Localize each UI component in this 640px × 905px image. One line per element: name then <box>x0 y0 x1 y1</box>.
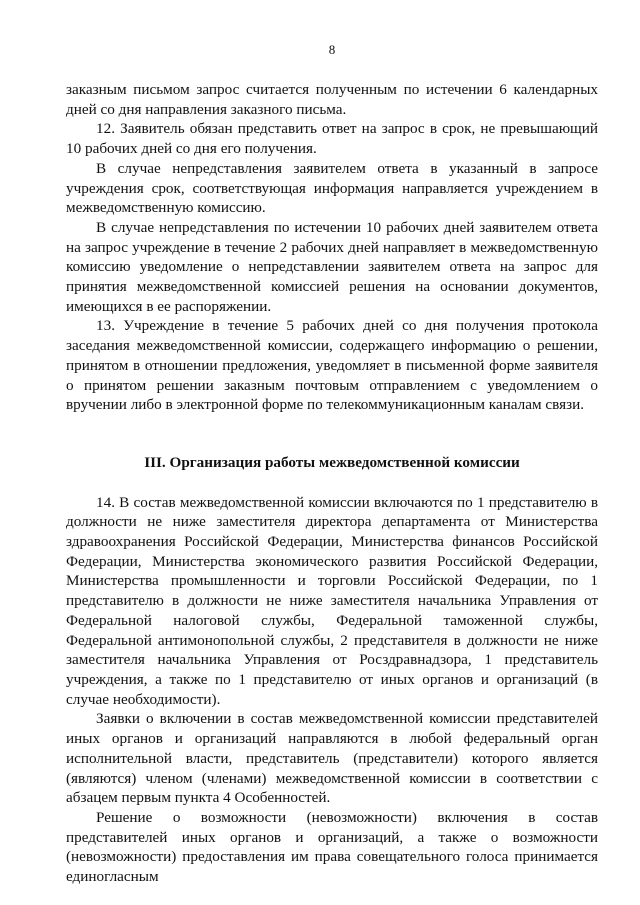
paragraph: В случае непредставления по истечении 10 рабочих дней заявителем ответа на запрос учреждение в течение 2 рабочих дней направляет в межведомственную комиссию уведомление о непредставлении заявителем ответа на запрос для принятия межведомственной комиссией решения на основании документов, имеющихся в ее распоряжении. <box>66 218 598 315</box>
paragraph-item-12: 12. Заявитель обязан представить ответ на запрос в срок, не превышающий 10 рабочих дней со дня его получения. <box>66 120 598 158</box>
paragraph: Решение о возможности (невозможности) включения в состав представителей иных органов и организаций, а также о возможности (невозможности) предоставления им права совещательного голоса принимается единогласным <box>66 808 598 886</box>
section-heading: III. Организация работы межведомственной комиссии <box>144 453 520 471</box>
page-number: 8 <box>328 42 336 57</box>
paragraph: заказным письмом запрос считается полученным по истечении 6 календарных дней со дня направления заказного письма. <box>66 81 598 118</box>
body-after-heading <box>66 493 598 887</box>
paragraph-item-13: 13. Учреждение в течение 5 рабочих дней со дня получения протокола заседания межведомственной комиссии, содержащего информацию о решении, принятом в отношении предложения, уведомляет в письменной форме заявителя о принятом решении заказным почтовым отправлением с уведомлением о вручении либо в электронной форме по телекоммуникационным каналам связи. <box>66 317 598 414</box>
paragraph: Заявки о включении в состав межведомственной комиссии представителей иных органов и организаций направляются в любой федеральный орган исполнительной власти, представитель (представители) которого является (являются) членом (членами) межведомственной комиссии в соответствии с абзацем первым пункта 4 Особенностей. <box>66 710 598 807</box>
paragraph-item-14: 14. В состав межведомственной комиссии включаются по 1 представителю в должности не ниже заместителя директора департамента от Министерства здравоохранения Российской Федерации, Министерства финансов Российской Федерации, Министерства экономического развития Российской Федерации, Министерства промышленности и торговли Российской Федерации, по 1 представителю в должности не ниже заместителя начальника Управления от Федеральной налоговой службы, Федеральной таможенной службы, Федеральной антимонопольной службы, 2 представителя в должности не ниже заместителя начальника Управления от Росздравнадзора, 1 представитель учреждения, а также по 1 представителю от иных органов и организаций (в случае необходимости). <box>66 493 598 708</box>
body-before-heading <box>66 80 598 415</box>
paragraph: В случае непредставления заявителем ответа в указанный в запросе учреждения срок, соответствующая информация направляется учреждением в межведомственную комиссию. <box>66 159 598 217</box>
